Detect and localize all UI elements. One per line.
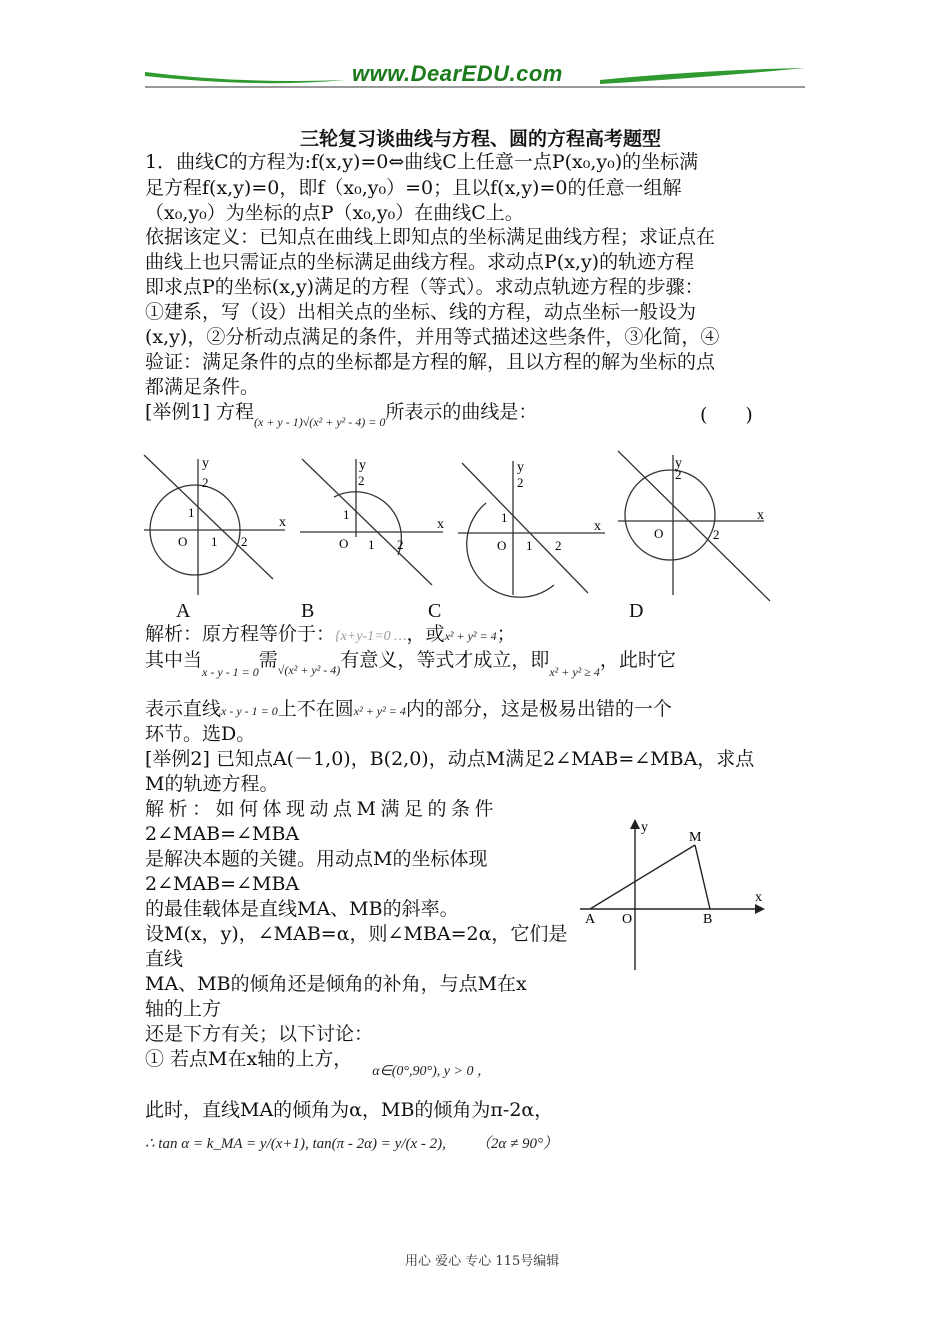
analysis-line-10: 还是下方有关；以下讨论： xyxy=(145,1023,374,1045)
sol1-sqrt: √(x² + y² - 4) xyxy=(277,663,341,677)
analysis-line-2: 2∠MAB=∠MBA xyxy=(145,823,300,845)
p2-line-3: 即求点P的坐标(x,y)满足的方程（等式）。求动点轨迹方程的步骤： xyxy=(145,276,704,298)
example-1-suffix: 所表示的曲线是： xyxy=(385,401,538,423)
option-d-y-label: y xyxy=(675,456,682,471)
analysis-line-9: 轴的上方 xyxy=(145,998,222,1020)
fig2-origin: O xyxy=(622,912,633,927)
case-1-condition: α∈(0°,90°), y > 0 ， xyxy=(372,1064,491,1079)
fig2-x-label: x xyxy=(755,890,762,905)
sol1-circle-eq: x² + y² = 4 xyxy=(444,629,497,643)
option-d-graph xyxy=(618,451,770,601)
option-b-x-label: x xyxy=(437,517,444,532)
sol1-circle-eq-2: x² + y² = 4 xyxy=(353,704,406,718)
p1-line-3: （x₀,y₀）为坐标的点P（x₀,y₀）在曲线C上。 xyxy=(145,202,524,224)
site-url: www.DearEDU.com xyxy=(352,61,563,86)
analysis-line-7: 直线 xyxy=(145,948,184,970)
angles-line: 此时，直线MA的倾角为α，MB的倾角为π-2α， xyxy=(145,1099,554,1121)
solution-1-line-3 xyxy=(145,697,672,724)
option-c-x-label: x xyxy=(594,519,601,534)
sol1-l2b: 需 xyxy=(258,649,278,671)
page-footer: 用心 爱心 专心 115号编辑 xyxy=(405,1254,560,1269)
option-b-y-1: 1 xyxy=(343,507,350,522)
p2-line-4: ①建系，写（设）出相关点的坐标、线的方程，动点坐标一般设为 xyxy=(145,301,697,323)
page-title: 三轮复习谈曲线与方程、圆的方程高考题型 xyxy=(300,128,662,150)
option-d-y-2: 2 xyxy=(675,467,682,482)
option-a-x-2: 2 xyxy=(241,534,248,549)
example-2-line-2: M的轨迹方程。 xyxy=(145,773,279,795)
option-b-y-label: y xyxy=(359,458,366,473)
solution-1-line-4: 环节。选D。 xyxy=(145,723,256,745)
formula-line xyxy=(145,1130,558,1157)
fig2-point-m: M xyxy=(689,830,702,845)
option-d-x-label: x xyxy=(757,508,764,523)
sol1-l3a: 表示直线 xyxy=(145,698,222,720)
option-c-graph xyxy=(458,460,605,597)
site-header xyxy=(140,58,810,94)
solution-1-line-1 xyxy=(145,622,516,649)
option-c-x-2: 2 xyxy=(555,538,562,553)
example-1-line xyxy=(145,400,537,427)
option-a-origin: O xyxy=(178,534,188,549)
options-figure xyxy=(140,445,780,605)
sol1-l2c: 有意义，等式才成立，即 xyxy=(340,649,550,671)
sol1-l2d: ，此时它 xyxy=(599,649,676,671)
p1-line-2: 足方程f(x,y)=0，即f（x₀,y₀）=0；且以f(x,y)=0的任意一组解 xyxy=(145,177,682,199)
option-c-y-label: y xyxy=(517,460,524,475)
analysis-line-3: 是解决本题的关键。用动点M的坐标体现 xyxy=(145,848,488,870)
tan-formula: ∴ tan α = k_MA = y/(x+1), tan(π - 2α) = y/(x - 2), xyxy=(145,1136,446,1152)
option-a-graph xyxy=(144,455,286,595)
p2-line-5: (x,y)，②分析动点满足的条件，并用等式描述这些条件，③化简，④ xyxy=(145,326,720,348)
sol1-ineq: x² + y² ≥ 4 xyxy=(549,665,600,679)
p2-line-1: 依据该定义：已知点在曲线上即知点的坐标满足曲线方程；求证点在 xyxy=(145,226,716,248)
option-c-y-2: 2 xyxy=(517,475,524,490)
solution-1-line-2 xyxy=(145,648,676,679)
p2-line-6: 验证：满足条件的点的坐标都是方程的解，且以方程的解为坐标的点 xyxy=(145,351,716,373)
p1-line-1: 1．曲线C的方程为:f(x,y)=0⇔曲线C上任意一点P(x₀,y₀)的坐标满 xyxy=(145,151,699,173)
p2-line-7: 都满足条件。 xyxy=(145,376,260,398)
option-a-x-1: 1 xyxy=(211,534,218,549)
p2-line-2: 曲线上也只需证点的坐标满足曲线方程。求动点P(x,y)的轨迹方程 xyxy=(145,251,695,273)
example-2-line-1: [举例2] 已知点A(－1,0)，B(2,0)，动点M满足2∠MAB=∠MBA，求点 xyxy=(145,748,755,770)
option-c-y-1: 1 xyxy=(501,510,508,525)
analysis-line-11 xyxy=(145,1047,491,1079)
sol1-l1a: 解析：原方程等价于： xyxy=(145,623,336,645)
option-a-x-label: x xyxy=(279,515,286,530)
option-b-label: B xyxy=(301,600,315,622)
fig2-point-b: B xyxy=(703,912,713,927)
option-a-y-2: 2 xyxy=(202,475,209,490)
triangle-figure xyxy=(575,815,775,975)
analysis-line-4: 2∠MAB=∠MBA xyxy=(145,873,300,895)
sol1-system: {x+y-1=0 … xyxy=(335,629,407,644)
sol1-line-eq-2: x - y - 1 = 0 xyxy=(221,704,278,718)
option-b-graph xyxy=(300,458,444,585)
example-1-prefix: [举例1] 方程 xyxy=(145,401,254,423)
option-c-label: C xyxy=(428,600,442,622)
option-a-y-1: 1 xyxy=(188,505,195,520)
option-d-label: D xyxy=(629,600,644,622)
option-d-x-2: 2 xyxy=(713,527,720,542)
example-1-equation: (x + y - 1)√(x² + y² - 4) = 0 xyxy=(253,415,386,429)
option-c-origin: O xyxy=(497,538,507,553)
option-d-origin: O xyxy=(654,526,664,541)
analysis-line-8: MA、MB的倾角还是倾角的补角，与点M在x xyxy=(145,973,527,995)
option-b-y-2: 2 xyxy=(358,473,365,488)
option-a-label: A xyxy=(176,600,191,622)
sol1-line-eq: x - y - 1 = 0 xyxy=(202,665,259,679)
option-b-x-2: 2 xyxy=(397,537,404,552)
angle-condition: （2α ≠ 90°） xyxy=(475,1136,558,1152)
fig2-point-a: A xyxy=(585,912,596,927)
case-1-text: ① 若点M在x轴的上方， xyxy=(145,1048,353,1070)
sol1-l3b: 上不在圆 xyxy=(277,698,354,720)
answer-blank: ( ) xyxy=(700,404,753,426)
sol1-l1b: ，或 xyxy=(406,623,445,645)
option-b-x-1: 1 xyxy=(368,537,375,552)
analysis-line-5: 的最佳载体是直线MA、MB的斜率。 xyxy=(145,898,459,920)
option-c-x-1: 1 xyxy=(526,538,533,553)
analysis-line-6: 设M(x，y)，∠MAB=α，则∠MBA=2α，它们是 xyxy=(145,923,568,945)
sol1-l1c: ； xyxy=(496,623,516,645)
option-a-y-label: y xyxy=(202,456,209,471)
fig2-y-label: y xyxy=(641,820,648,835)
analysis-line-1: 解析：如何体现动点M满足的条件 xyxy=(145,798,498,820)
option-b-origin: O xyxy=(339,536,349,551)
sol1-l2a: 其中当 xyxy=(145,649,203,671)
sol1-l3c: 内的部分，这是极易出错的一个 xyxy=(405,698,672,720)
